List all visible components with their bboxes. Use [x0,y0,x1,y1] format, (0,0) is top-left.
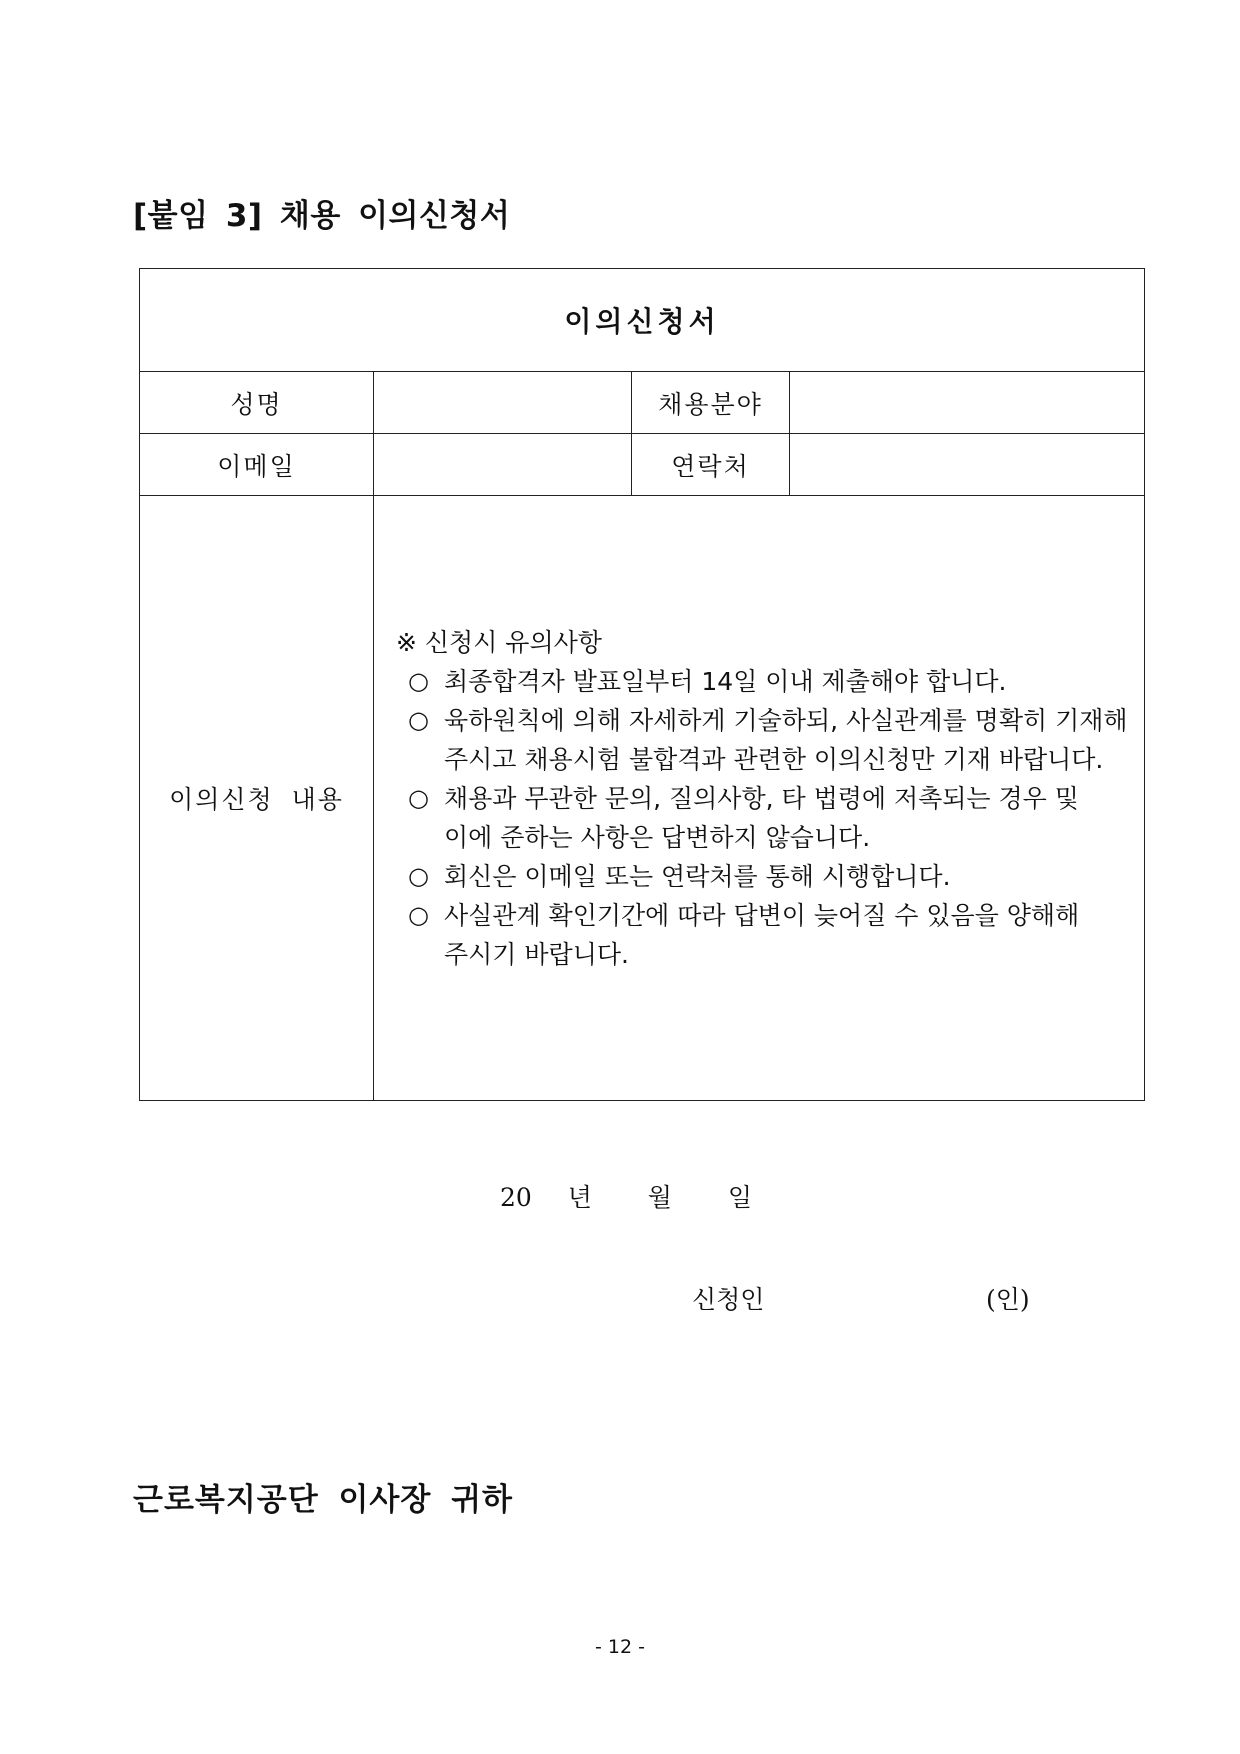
application-date [500,1178,752,1214]
note-item [396,701,1132,779]
objection-content-label: 이의신청 내용 [140,496,374,1101]
date-month-unit: 월 [647,1183,672,1212]
circle-bullet-icon: ○ [408,900,429,929]
notes-heading: ※ 신청시 유의사항 [396,627,602,657]
circle-bullet-icon: ○ [408,666,429,695]
page-number: - 12 - [595,1636,645,1658]
recruitment-field-label: 채용분야 [632,372,790,434]
email-label: 이메일 [140,434,374,496]
objection-form-table [139,268,1145,1101]
circle-bullet-icon: ○ [408,705,429,734]
name-field[interactable] [374,372,632,434]
note-text: 채용과 무관한 문의, 질의사항, 타 법령에 저촉되는 경우 및 [444,783,1079,813]
circle-bullet-icon: ○ [408,783,429,812]
objection-content-area[interactable] [374,496,1145,1101]
note-text: 육하원칙에 의해 자세하게 기술하되, 사실관계를 명확히 기재해 [444,705,1128,735]
attachment-title: [붙임 3] 채용 이의신청서 [133,198,511,234]
contact-label: 연락처 [632,434,790,496]
recruitment-field-input[interactable] [790,372,1145,434]
applicant-label: 신청인 [692,1285,765,1314]
application-notes [374,623,1144,974]
note-text: 사실관계 확인기간에 따라 답변이 늦어질 수 있음을 양해해 [444,900,1080,930]
note-item [396,857,1132,896]
name-label: 성명 [140,372,374,434]
note-text: 주시고 채용시험 불합격과 관련한 이의신청만 기재 바랍니다. [444,744,1104,774]
form-title: 이의신청서 [140,269,1145,372]
note-text: 최종합격자 발표일부터 14일 이내 제출해야 합니다. [444,666,1007,696]
circle-bullet-icon: ○ [408,861,429,890]
note-text: 이에 준하는 사항은 답변하지 않습니다. [444,822,871,852]
seal-mark: (인) [986,1285,1030,1314]
date-year-unit: 년 [567,1183,592,1212]
note-item [396,779,1132,857]
note-text: 주시기 바랍니다. [444,939,629,969]
note-item [396,662,1132,701]
note-text: 회신은 이메일 또는 연락처를 통해 시행합니다. [444,861,951,891]
contact-field[interactable] [790,434,1145,496]
date-year-prefix: 20 [500,1183,532,1212]
email-field[interactable] [374,434,632,496]
date-day-unit: 일 [727,1183,752,1212]
addressee: 근로복지공단 이사장 귀하 [133,1482,513,1518]
note-item [396,896,1132,974]
